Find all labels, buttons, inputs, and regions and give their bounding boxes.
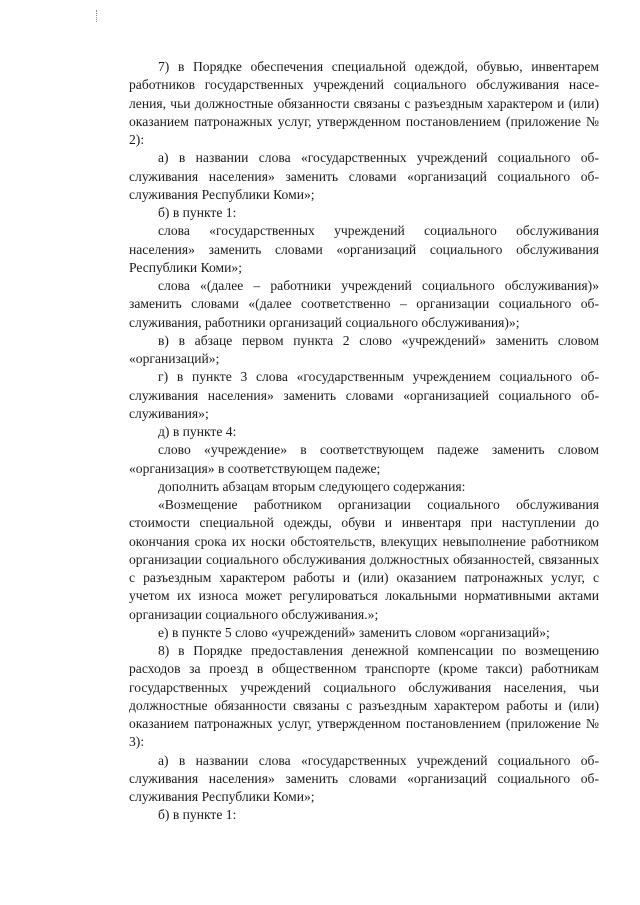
paragraph-7v: в) в абзаце первом пункта 2 слово «учреждений» заменить словом «организаций»;	[129, 332, 599, 366]
paragraph-7d: д) в пункте 4:	[158, 424, 237, 439]
paragraph-item-8: 8) в Порядке предоставления денежной компенсации по возмещению расходов за проезд в общественном транспорте (кроме такси) работникам государственных учреждений социального обслуживания населения, чьи должностные обязанности связаны с разъездным характером работы и (или) оказанием патронажных услуг, утвержденном постановлением (приложение № 3):	[129, 643, 599, 750]
paragraph-7e: е) в пункте 5 слово «учреждений» заменить словом «организаций»;	[158, 624, 550, 640]
paragraph-7d-word: слово «учреждение» в соответствующем падеже заменить словом «организация» в соответствующем падеже;	[129, 442, 599, 476]
paragraph-7d-quote: «Возмещение работником организации социального обслуживания стоимости специальной одежды, обуви и инвентаря при наступлении до окончания срока их носки обстоятельств, влекущих невыполнение работником организации социального обслуживания должностных обязанностей, связанных с разъездным характером работы и (или) оказанием патронажных услуг, с учетом их износа может регулироваться локальными нормативными актами организации социального обслуживания.»;	[129, 497, 599, 622]
document-body	[129, 58, 599, 825]
paragraph-7g: г) в пункте 3 слова «государственным учреждением социального обслуживания населения» заменить словами «организацией социального обслуживания»;	[129, 369, 599, 421]
scan-margin-mark	[96, 10, 98, 22]
paragraph-8b: б) в пункте 1:	[158, 807, 237, 823]
paragraph-7b-words: слова «государственных учреждений социального обслуживания населения» заменить словами «организаций социального обслуживания Республики Коми»;	[129, 223, 599, 275]
paragraph-7b-words-2: слова «(далее – работники учреждений социального обслуживания)» заменить словами «(далее соответственно – организации социального обслуживания, работники организаций социального обслуживания)»;	[129, 278, 599, 330]
paragraph-7b: б) в пункте 1:	[158, 205, 237, 220]
paragraph-7d-addition: дополнить абзацам вторым следующего содержания:	[158, 478, 466, 494]
paragraph-7a: а) в названии слова «государственных учреждений социального обслуживания населения» заменить словами «организаций социального обслуживания Республики Коми»;	[129, 150, 599, 202]
paragraph-item-7: 7) в Порядке обеспечения специальной одеждой, обувью, инвентарем работников государственных учреждений социального обслуживания населения, чьи должностные обязанности связаны с разъездным характером и (или) оказанием патронажных услуг, утвержденном постановлением (приложение № 2):	[129, 59, 599, 147]
paragraph-8a: а) в названии слова «государственных учреждений социального обслуживания населения» заменить словами «организаций социального обслуживания Республики Коми»;	[129, 752, 599, 804]
